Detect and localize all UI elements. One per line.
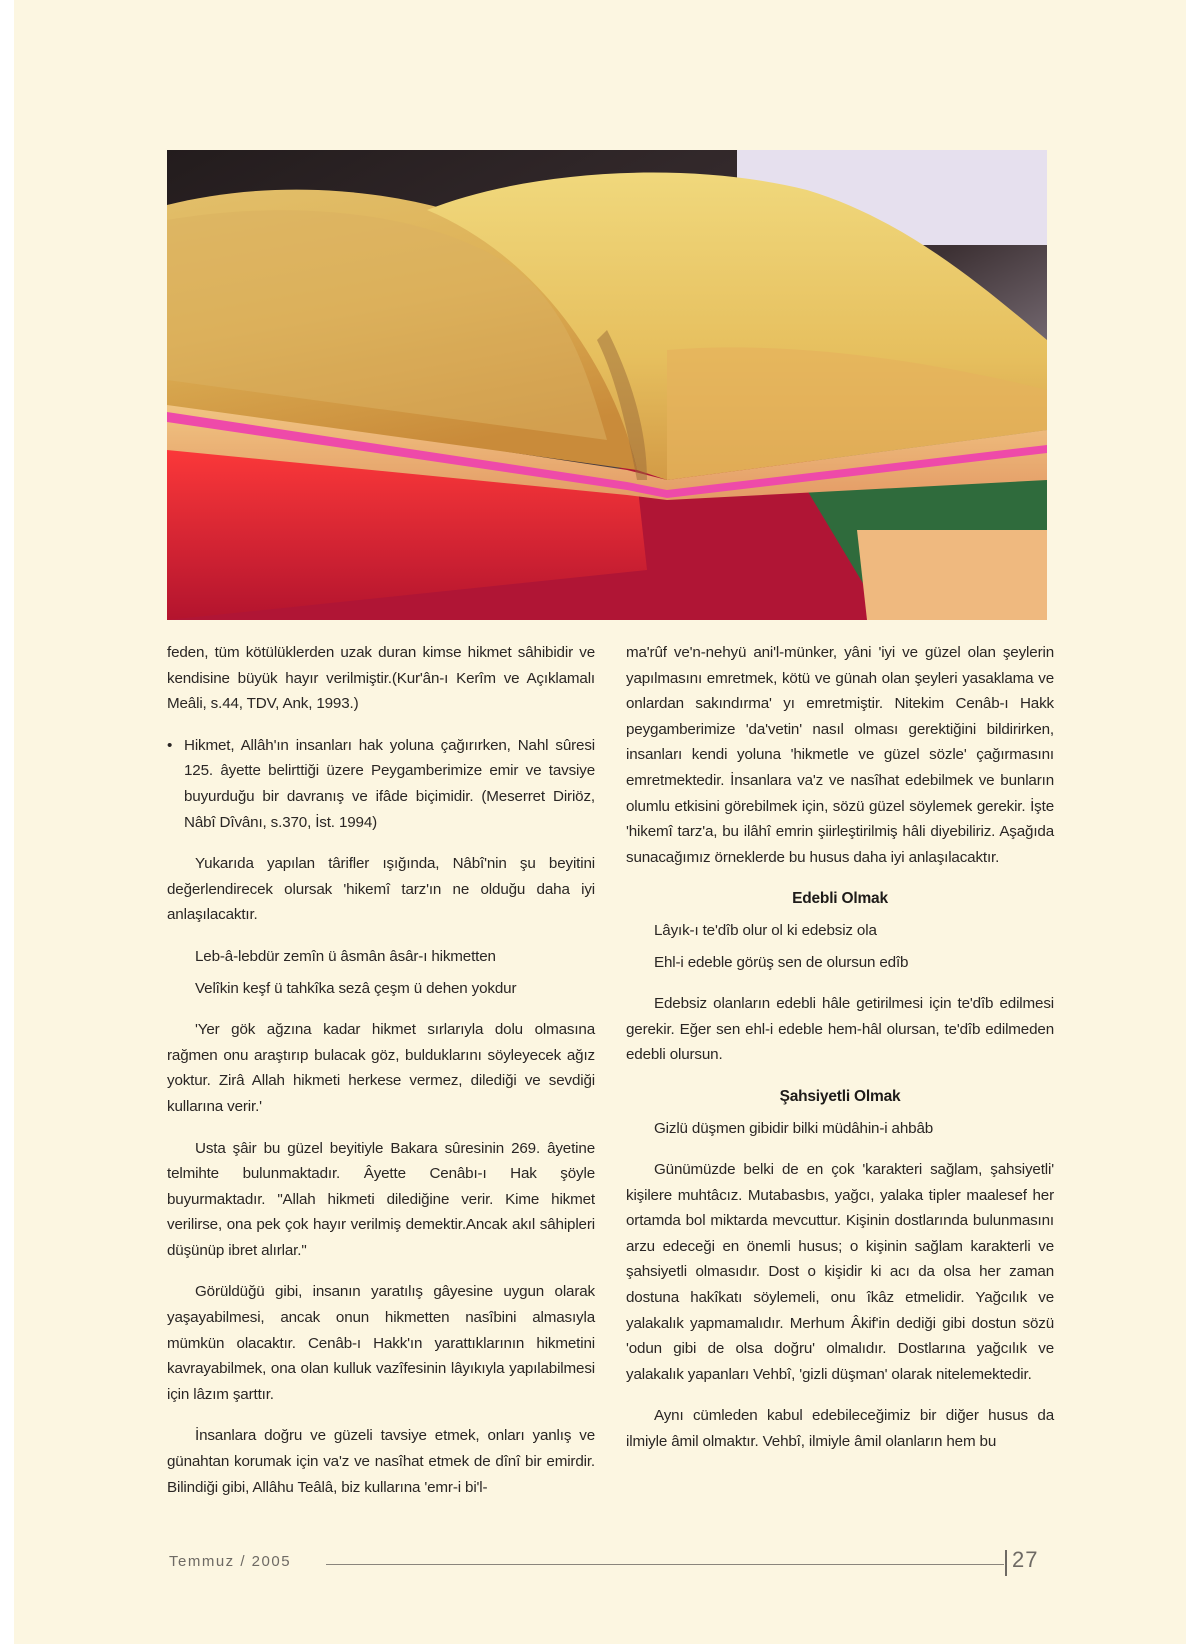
bullet-text: Hikmet, Allâh'ın insanları hak yoluna çağırırken, Nahl sûresi 125. âyette belirttiği üzere Peygamberimize emir ve tavsiye buyurduğu bir davranış ve ifâde biçimidir. (Meserret Diriöz, Nâbî Dîvânı, s.370, İst. 1994) [184,736,595,831]
open-books-photo [167,150,1047,620]
verse-line: Gizlü düşmen gibidir bilki müdâhin-i ahbâb [654,1119,934,1137]
verse-line: Ehl-i edeble görüş sen de olursun edîb [654,953,909,971]
paragraph: Aynı cümleden kabul edebileceğimiz bir diğer husus da ilmiyle âmil olmaktır. Vehbî, ilmiyle âmil olanların hem bu [626,1407,1054,1451]
verse-line: Velîkin keşf ü tahkîka sezâ çeşm ü dehen yokdur [195,979,517,997]
verse-line: Lâyık-ı te'dîb olur ol ki edebsiz ola [654,921,877,939]
paragraph: feden, tüm kötülüklerden uzak duran kimse hikmet sâhibidir ve kendisine büyük hayır verilmiştir.(Kur'ân-ı Kerîm ve Açıklamalı Meâli, s.44, TDV, Ank, 1993.) [167,644,595,713]
paragraph: ma'rûf ve'n-nehyü ani'l-münker, yâni 'iyi ve güzel olan şeylerin yapılmasını emretmek, kötü ve günah olan şeyleri yasaklama ve onlardan sakındırma' yı emretmiştir. Nitekim Cenâb-ı Hakk peygamberimize 'da'vetin' nasıl olması gerektiğini bildirirken, insanları kendi yoluna 'hikmetle ve güzel sözle' çağırmasını emretmektedir. İnsanlara va'z ve nasîhat edebilmek ve bunların olumlu etkisini görebilmek için, sözü güzel söylemek gerekir. İşte 'hikemî tarz'a, bu ilâhî emrin şiirleştirilmiş hâli diyebiliriz. Aşağıda sunacağımız örneklerde bu husus daha iyi anlaşılacaktır. [626,644,1054,866]
footer-rule [326,1564,1004,1565]
paragraph: Günümüzde belki de en çok 'karakteri sağlam, şahsiyetli' kişilere muhtâcız. Mutabasbıs, yağcı, yalaka tipler maalesef her ortamda bol miktarda mevcuttur. Kişinin dostlarında bulunmasını arzu edeceği en önemli husus; o kişinin sağlam karakterli ve şahsiyetli olmasıdır. Dost o kişidir ki acı da olsa her zaman dostuna hakîkatı söylemeli, onu îkâz etmelidir. Yağcılık ve yalakalık yapmamalıdır. Merhum Âkif'in dediği gibi dostun sözü 'odun gibi de olsa doğru' olmalıdır. Dostlarına yağcılık ve yalakalık yapanları Vehbî, 'gizli düşman' olarak nitelemektedir. [626,1161,1054,1383]
left-column [167,640,595,1516]
page-number: 27 [1012,1547,1039,1572]
paragraph: Usta şâir bu güzel beyitiyle Bakara sûresinin 269. âyetine telmihte bulunmaktadır. Âyette Cenâbı-ı Hak şöyle buyurmaktadır. "Allah hikmeti dilediğine verir. Kime hikmet verilirse, ona pek çok hayır verilmiş demektir.Ancak akıl sâhipleri düşünüp ibret alırlar." [167,1139,595,1259]
paragraph: 'Yer gök ağzına kadar hikmet sırlarıyla dolu olmasına rağmen onu araştırıp bulacak göz, bulduklarını söyleyecek ağız yoktur. Zirâ Allah hikmeti herkese vermez, dilediği ve sevdiği kullarına verir.' [167,1021,595,1115]
footer-divider [1005,1550,1007,1576]
paragraph: Yukarıda yapılan târifler ışığında, Nâbî'nin şu beyitini değerlendirecek olursak 'hikemî tarz'ın ne olduğu daha iyi anlaşılacaktır. [167,855,595,924]
paragraph: Edebsiz olanların edebli hâle getirilmesi için te'dîb edilmesi gerekir. Eğer sen ehl-i edeble hem-hâl olursan, te'dîb edilmeden edebli olursun. [626,995,1054,1064]
right-column [626,640,1054,1471]
open-books-illustration [167,150,1047,620]
section-heading: Şahsiyetli Olmak [779,1087,901,1105]
paragraph: İnsanlara doğru ve güzeli tavsiye etmek, onları yanlış ve günahtan korumak için va'z ve nasîhat etmek de dînî bir emirdir. Bilindiği gibi, Allâhu Teâlâ, biz kullarına 'emr-i bi'l- [167,1427,595,1496]
section-heading: Edebli Olmak [792,890,888,908]
bullet-paragraph [167,733,595,835]
verse-line: Leb-â-lebdür zemîn ü âsmân âsâr-ı hikmetten [195,947,496,965]
bullet-mark: • [167,736,173,754]
issue-date: Temmuz / 2005 [169,1553,292,1570]
magazine-page [14,0,1186,1644]
paragraph: Görüldüğü gibi, insanın yaratılış gâyesine uygun olarak yaşayabilmesi, ancak onun hikmetten nasîbini almasıyla mümkün olacaktır. Cenâb-ı Hakk'ın yarattıklarının hikmetini kavrayabilmek, ona olan kulluk vazîfesinin lâyıkıyla yapılabilmesi için lâzım şarttır. [167,1283,595,1403]
